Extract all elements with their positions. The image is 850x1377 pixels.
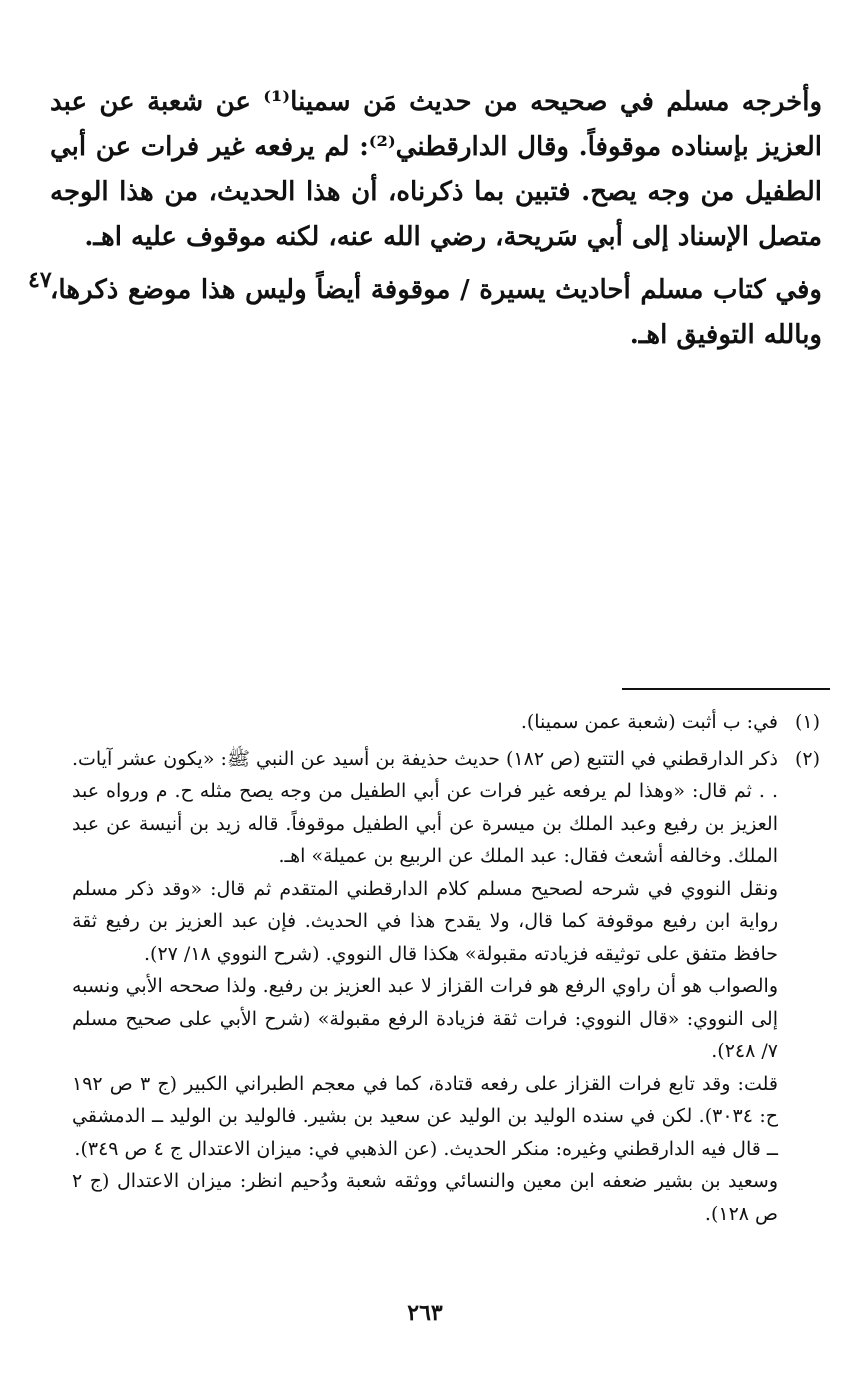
page-number: ٢٦٣ xyxy=(407,1300,443,1326)
main-paragraph-1: وأخرجه مسلم في صحيحه من حديث مَن سمينا⁽¹⁾ عن شعبة عن عبد العزيز بإسناده موقوفاً. وقال الدارقطني⁽²⁾: لم يرفعه غير فرات عن أبي الطفيل من وجه يصح. فتبين بما ذكرناه، أن هذا الحديث، من هذا الوجه متصل الإسناد إلى أبي سَريحة، رضي الله عنه، لكنه موقوف عليه اهـ. xyxy=(50,87,822,252)
footnote-text: ونقل النووي في شرحه لصحيح مسلم كلام الدارقطني المتقدم ثم قال: «وقد ذكر مسلم رواية ابن رفيع موقوفة كما قال، ولا يقدح هذا في الحديث. فإن عبد العزيز بن رفيع ثقة حافظ متفق على توثيقه فزيادته مقبولة» هكذا قال النووي. (شرح النووي ١٨/ ٢٧). xyxy=(72,877,778,965)
footnote-number: (١) xyxy=(794,711,820,733)
footnote-text: في: ب أثبت (شعبة عمن سمينا). xyxy=(520,711,778,733)
footnote-divider xyxy=(622,688,830,690)
margin-folio-number: ٤٧ xyxy=(28,267,52,293)
footnote-2 xyxy=(72,743,820,1231)
footnote-1 xyxy=(72,706,820,739)
footnote-text: ذكر الدارقطني في التتبع (ص ١٨٢) حديث حذيفة بن أسيد عن النبي ﷺ: «يكون عشر آيات. . . ثم قال: «وهذا لم يرفعه غير فرات عن أبي الطفيل من وجه يصح مثله ح. م ورواه عبد العزيز بن رفيع وعبد الملك بن ميسرة عن أبي الطفيل موقوفاً. قاله زيد بن أنيسة عن عبد الملك. وخالفه أشعث فقال: عبد الملك عن الربيع بن عميلة» اهـ. xyxy=(72,747,778,867)
footnote-text: والصواب هو أن راوي الرفع هو فرات القزاز لا عبد العزيز بن رفيع. ولذا صححه الأبي ونسبه إلى النووي: «قال النووي: فرات ثقة فزيادة الرفع مقبولة» (شرح الأبي على صحيح مسلم ٧/ ٢٤٨). xyxy=(72,975,778,1062)
footnote-text: وسعيد بن بشير ضعفه ابن معين والنسائي ووثقه شعبة ودُحيم انظر: ميزان الاعتدال (ج ٢ ص ١٢٨). xyxy=(72,1170,778,1225)
main-paragraph-2: وفي كتاب مسلم أحاديث يسيرة / موقوفة أيضاً وليس هذا موضع ذكرها، وبالله التوفيق اهـ. xyxy=(50,275,822,350)
footnote-text: قلت: وقد تابع فرات القزاز على رفعه قتادة، كما في معجم الطبراني الكبير (ج ٣ ص ١٩٢ ح: ٣٠٣٤). لكن في سنده الوليد بن الوليد عن سعيد بن بشير. فالوليد بن الوليد ــ الدمشقي ــ قال فيه الدارقطني وغيره: منكر الحديث. (عن الذهبي في: ميزان الاعتدال ج ٤ ص ٣٤٩). xyxy=(72,1072,778,1160)
footnotes xyxy=(72,706,820,1234)
main-text xyxy=(50,80,822,358)
footnote-number: (٢) xyxy=(794,747,820,770)
